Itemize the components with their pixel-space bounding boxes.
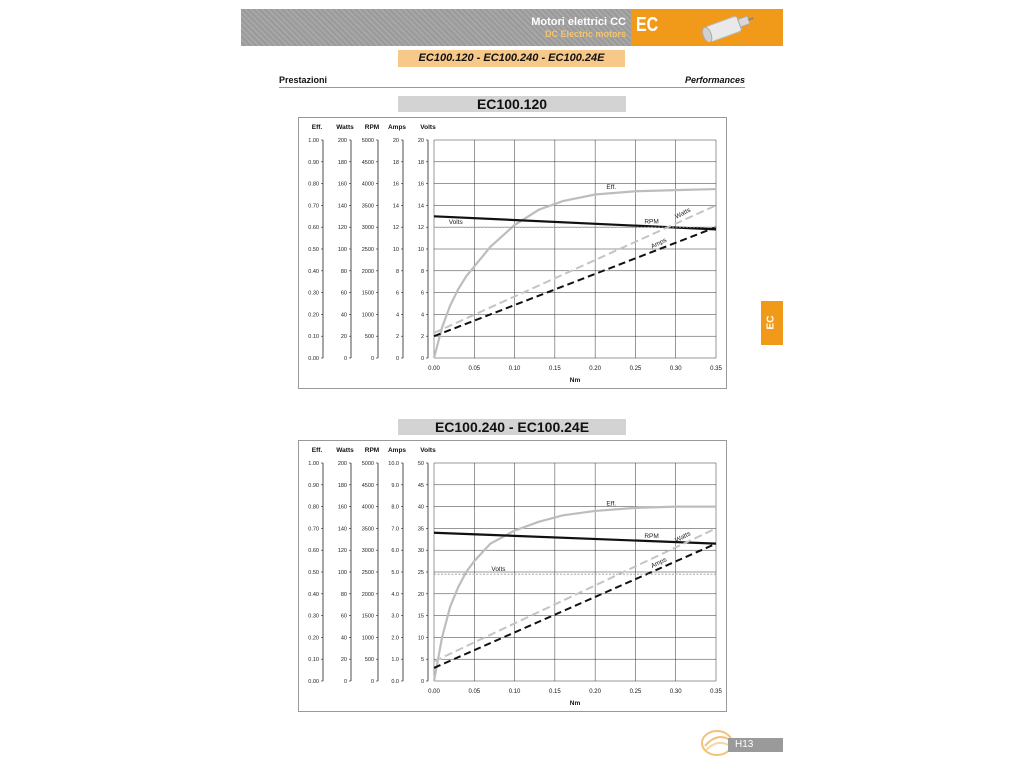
axis-tick-label: 0.50 (308, 247, 319, 253)
axis-tick-label: 0.00 (308, 679, 319, 685)
axis-tick-label: 0.60 (308, 548, 319, 555)
axis-tick-label: 40 (417, 504, 424, 511)
series-label-volts: Volts (491, 566, 506, 574)
axis-tick-label: 2000 (361, 268, 374, 275)
axis-tick-label: 0.00 (308, 356, 319, 362)
axis-tick-label: 3500 (361, 203, 374, 210)
axis-tick-label: 180 (337, 159, 347, 166)
x-tick-label: 0.05 (468, 689, 481, 695)
axis-tick-label: 0 (395, 356, 399, 362)
x-tick-label: 0.00 (428, 366, 440, 372)
page-number: H13 (735, 739, 754, 750)
axis-tick-label: 2500 (361, 570, 374, 576)
axis-tick-label: 20 (392, 138, 399, 144)
axis-tick-label: 500 (364, 334, 374, 341)
axis-tick-label: 200 (337, 461, 347, 467)
axis-tick-label: 0.40 (308, 591, 319, 598)
series-label-eff: Eff. (606, 184, 617, 192)
axis-header-rpm: RPM (364, 124, 380, 131)
page-header (241, 0, 783, 46)
axis-tick-label: 0 (420, 356, 424, 362)
axis-tick-label: 0.80 (308, 181, 319, 188)
series-label-rpm: RPM (644, 218, 659, 226)
axis-tick-label: 20 (340, 334, 347, 341)
axis-tick-label: 10 (392, 247, 399, 253)
axis-tick-label: 0.70 (308, 203, 319, 210)
x-axis-title: Nm (569, 377, 581, 384)
axis-tick-label: 6 (420, 290, 424, 297)
axis-tick-label: 20 (417, 591, 424, 598)
axis-tick-label: 0 (343, 356, 347, 362)
x-tick-label: 0.25 (629, 366, 642, 372)
axis-tick-label: 3.0 (391, 613, 399, 620)
axis-tick-label: 4.0 (391, 591, 399, 598)
x-tick-label: 0.35 (710, 689, 722, 695)
axis-header-watts: Watts (336, 447, 354, 454)
axis-tick-label: 0.90 (308, 159, 319, 166)
axis-tick-label: 0 (343, 679, 347, 685)
axis-tick-label: 35 (417, 526, 424, 533)
axis-tick-label: 10 (417, 635, 424, 642)
x-tick-label: 0.00 (428, 689, 440, 695)
axis-tick-label: 20 (417, 138, 424, 144)
axis-tick-label: 5000 (361, 138, 374, 144)
axis-tick-label: 160 (337, 181, 347, 188)
axis-header-eff: Eff. (311, 124, 323, 131)
axis-tick-label: 14 (417, 203, 424, 210)
axis-tick-label: 50 (417, 461, 424, 467)
models-banner: EC100.120 - EC100.240 - EC100.24E (398, 50, 625, 67)
chart-2 (298, 440, 727, 712)
axis-tick-label: 8 (395, 268, 399, 275)
axis-header-watts: Watts (336, 124, 354, 131)
axis-tick-label: 8 (420, 268, 424, 275)
axis-tick-label: 20 (340, 657, 347, 664)
axis-tick-label: 0 (370, 679, 374, 685)
axis-tick-label: 45 (417, 482, 424, 489)
axis-tick-label: 160 (337, 504, 347, 511)
motor-icon (696, 14, 756, 42)
x-tick-label: 0.35 (710, 366, 722, 372)
axis-tick-label: 5 (420, 657, 424, 664)
axis-tick-label: 200 (337, 138, 347, 144)
axis-tick-label: 500 (364, 657, 374, 664)
axis-tick-label: 8.0 (391, 504, 399, 511)
series-label-rpm: RPM (644, 533, 659, 541)
axis-tick-label: 30 (417, 548, 424, 555)
axis-tick-label: 80 (340, 591, 347, 598)
chart-1 (298, 117, 727, 389)
axis-tick-label: 0 (370, 356, 374, 362)
header-title-italian: Motori elettrici CC (531, 16, 626, 28)
axis-tick-label: 2000 (361, 591, 374, 598)
header-section-code: EC (636, 14, 659, 36)
axis-tick-label: 9.0 (391, 482, 399, 489)
axis-header-amps: Amps (387, 447, 407, 454)
x-tick-label: 0.25 (629, 689, 642, 695)
axis-tick-label: 120 (337, 548, 347, 555)
axis-tick-label: 16 (417, 181, 424, 188)
x-tick-label: 0.15 (549, 366, 561, 372)
chart-frame (299, 441, 727, 712)
chart-frame (299, 118, 727, 389)
axis-tick-label: 1000 (361, 635, 374, 642)
axis-tick-label: 60 (340, 290, 347, 297)
section-side-tab (761, 301, 783, 345)
section-label-italian: Prestazioni (279, 75, 328, 85)
axis-tick-label: 5000 (361, 461, 374, 467)
axis-tick-label: 100 (337, 570, 347, 576)
axis-tick-label: 14 (392, 203, 399, 210)
axis-tick-label: 4 (395, 312, 399, 319)
axis-tick-label: 0.30 (308, 290, 319, 297)
x-tick-label: 0.20 (589, 689, 601, 695)
axis-tick-label: 1.00 (308, 138, 319, 144)
chart-1-title: EC100.120 (398, 96, 626, 112)
side-tab-label: EC (765, 315, 777, 330)
axis-tick-label: 0.0 (391, 679, 399, 685)
axis-tick-label: 100 (337, 247, 347, 253)
axis-tick-label: 5.0 (391, 570, 399, 576)
header-top-strip (241, 0, 783, 8)
chart-2-title: EC100.240 - EC100.24E (398, 419, 626, 435)
x-tick-label: 0.15 (549, 689, 561, 695)
axis-tick-label: 0 (420, 679, 424, 685)
axis-tick-label: 4500 (361, 482, 374, 489)
axis-tick-label: 18 (417, 159, 424, 166)
series-label-amps: Amps (649, 556, 668, 570)
axis-tick-label: 80 (340, 268, 347, 275)
axis-tick-label: 0.40 (308, 268, 319, 275)
axis-tick-label: 10.0 (388, 461, 399, 467)
axis-tick-label: 2 (420, 334, 424, 341)
series-label-watts: Watts (674, 530, 692, 545)
axis-tick-label: 140 (337, 526, 347, 533)
axis-tick-label: 0.10 (308, 334, 319, 341)
axis-tick-label: 40 (340, 312, 347, 319)
axis-header-eff: Eff. (311, 447, 323, 454)
axis-tick-label: 2500 (361, 247, 374, 253)
axis-tick-label: 6.0 (391, 548, 399, 555)
series-label-eff: Eff. (606, 500, 617, 508)
section-label-english: Performances (684, 75, 745, 85)
axis-tick-label: 7.0 (391, 526, 399, 533)
axis-tick-label: 0.60 (308, 225, 319, 232)
axis-tick-label: 4000 (361, 181, 374, 188)
axis-tick-label: 120 (337, 225, 347, 232)
axis-tick-label: 1.0 (391, 657, 399, 664)
series-label-watts: Watts (674, 206, 692, 221)
axis-tick-label: 3000 (361, 548, 374, 555)
axis-tick-label: 0.10 (308, 657, 319, 664)
axis-tick-label: 4500 (361, 159, 374, 166)
axis-tick-label: 18 (392, 159, 399, 166)
axis-tick-label: 0.80 (308, 504, 319, 511)
axis-tick-label: 0.20 (308, 635, 319, 642)
axis-header-volts: Volts (420, 447, 436, 454)
header-title-english: DC Electric motors (544, 29, 626, 39)
x-axis-title: Nm (569, 700, 581, 707)
x-tick-label: 0.10 (508, 366, 521, 372)
axis-tick-label: 4000 (361, 504, 374, 511)
axis-header-amps: Amps (387, 124, 407, 131)
axis-tick-label: 1.00 (308, 461, 319, 467)
axis-tick-label: 0.70 (308, 526, 319, 533)
axis-tick-label: 180 (337, 482, 347, 489)
axis-tick-label: 0.20 (308, 312, 319, 319)
axis-tick-label: 10 (417, 247, 424, 253)
axis-tick-label: 1500 (361, 613, 374, 620)
axis-tick-label: 0.90 (308, 482, 319, 489)
x-tick-label: 0.05 (468, 366, 481, 372)
axis-tick-label: 6 (395, 290, 399, 297)
x-tick-label: 0.30 (669, 366, 682, 372)
x-tick-label: 0.20 (589, 366, 601, 372)
axis-tick-label: 40 (340, 635, 347, 642)
section-divider (279, 87, 745, 88)
axis-tick-label: 0.30 (308, 613, 319, 620)
x-tick-label: 0.30 (669, 689, 682, 695)
axis-tick-label: 12 (417, 225, 424, 232)
axis-tick-label: 60 (340, 613, 347, 620)
axis-tick-label: 0.50 (308, 570, 319, 576)
series-label-volts: Volts (448, 219, 463, 227)
axis-header-volts: Volts (420, 124, 436, 131)
axis-tick-label: 1500 (361, 290, 374, 297)
x-tick-label: 0.10 (508, 689, 521, 695)
axis-tick-label: 16 (392, 181, 399, 188)
axis-header-rpm: RPM (364, 447, 380, 454)
axis-tick-label: 1000 (361, 312, 374, 319)
axis-tick-label: 2.0 (391, 635, 399, 642)
axis-tick-label: 12 (392, 225, 399, 232)
axis-tick-label: 3500 (361, 526, 374, 533)
axis-tick-label: 140 (337, 203, 347, 210)
axis-tick-label: 4 (420, 312, 424, 319)
axis-tick-label: 25 (417, 570, 424, 576)
axis-tick-label: 15 (417, 613, 424, 620)
axis-tick-label: 2 (395, 334, 399, 341)
axis-tick-label: 3000 (361, 225, 374, 232)
series-label-amps: Amps (649, 236, 668, 251)
